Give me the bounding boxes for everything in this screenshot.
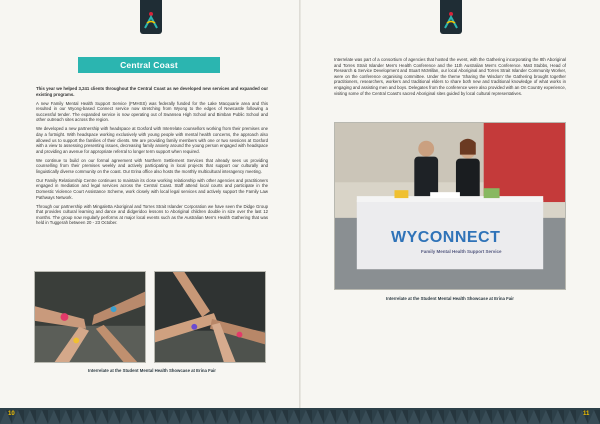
body-paragraph: A new Family Mental Health Support Service (FMHSS) was federally funded for the Lake Macquarie area and this resulted in our Wyong-based Connect service now stretching from Wyong to the edges of Newcastle following a successful tender. The expanded service is now operating out of Swansea High School and Bimban Public School and other outreach sites across the region.	[36, 100, 268, 123]
photo-caption: Interrelate at the Student Mental Health Showcase at Erina Fair	[386, 296, 514, 301]
page-gutter	[299, 0, 301, 424]
body-paragraph: Our Family Relationship Centre continues to maintain its close working relationship with other agencies and practitioners engaged in mediation and legal services across the Central Coast. Staff attend local courts and participate in the Domestic Violence Court Assistance Scheme, work closely with local legal services and actively support the Family Law Pathways Network.	[36, 177, 268, 200]
lead-paragraph: This year we helped 3,241 clients throughout the Central Coast as we developed new services and expanded our existing programs.	[36, 86, 268, 97]
banner-title: WYCONNECT	[391, 229, 501, 246]
right-body-text	[334, 57, 566, 100]
footer-stripe	[0, 408, 600, 424]
body-paragraph: We developed a new partnership with headspace at Gosford with Interrelate counsellors working from their premises one day a fortnight. With headspace working exclusively with young people with mental health concerns, the approach also allowed us to support the families of their clients. We are providing family members with one or two sessions at Gosford with a view to assessing presenting issues, decreasing family anxiety around the young person engaged with headspace and providing an avenue for appropriate referral to longer term support when required.	[36, 126, 268, 154]
photo-painted-arms-2	[154, 271, 266, 363]
body-paragraph: Interrelate was part of a consortium of agencies that hosted the event, with the Gathering incorporating the 8th Aboriginal and Torres Strait Islander Men's Health Conference and the 11th Australian Men's Conference. Matt Stubbs, Head of Research & Service Development and Stuart McMillan, our local Aboriginal and Torres Strait Islander Community Worker, were on the conference organising committee. Under the theme 'Sharing the Wisdom' the Gathering brought together practitioners, researchers, workers and traditional elders to share both new and traditional knowledge of what works in engaging and assisting men and boys. Delegates from the conference were also provided with an On Country experience, visiting some of the Central Coast's sacred Aboriginal sites guided by local cultural representatives.	[334, 57, 566, 96]
interrelate-logo-icon	[440, 0, 462, 34]
page-number-right: 11	[583, 411, 590, 417]
section-title: Central Coast	[78, 57, 220, 73]
body-paragraph: We continue to build on our formal agreement with Northern Settlement Services that already sees us providing counselling from their premises weekly and actively participating in local projects that support our culturally and linguistically diverse community on the coast. Our Erina office also hosts the monthly multicultural interagency meeting.	[36, 157, 268, 174]
right-page	[300, 0, 600, 424]
banner-subtitle: Family Mental Health Support Service	[421, 249, 502, 254]
interrelate-logo-icon	[140, 0, 162, 34]
photo-caption: Interrelate at the Student Mental Health Showcase at Erina Fair	[88, 368, 216, 373]
page-number-left: 10	[8, 411, 15, 417]
left-body-text	[36, 86, 268, 229]
body-paragraph: Through our partnership with Mingaletta Aboriginal and Torres Strait Islander Corporation we have seen the Didge Group that provides cultural learning and dance and didgeridoo lessons to Aboriginal children double in size over the last 12 months. The group now regularly performs at major local events such as the Australian Men's Health Gathering that was held in Tuggerah between 20 - 23 October.	[36, 203, 268, 226]
photo-wyconnect-stall	[334, 122, 566, 290]
photo-painted-arms-1	[34, 271, 146, 363]
